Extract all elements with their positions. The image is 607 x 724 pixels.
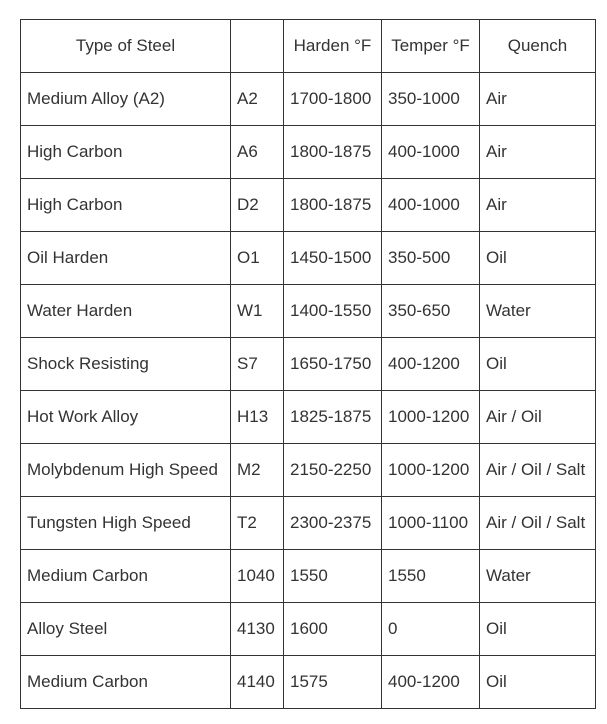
table-row xyxy=(21,497,596,550)
cell-code: M2 xyxy=(231,444,284,497)
cell-type: Tungsten High Speed xyxy=(21,497,231,550)
cell-code: O1 xyxy=(231,232,284,285)
cell-type: Medium Alloy (A2) xyxy=(21,73,231,126)
table-row xyxy=(21,73,596,126)
header-harden: Harden °F xyxy=(284,20,382,73)
cell-quench: Air / Oil / Salt xyxy=(480,497,596,550)
table-row xyxy=(21,338,596,391)
cell-temper: 400-1000 xyxy=(382,179,480,232)
cell-temper: 400-1000 xyxy=(382,126,480,179)
cell-quench: Oil xyxy=(480,656,596,709)
cell-harden: 1600 xyxy=(284,603,382,656)
cell-code: 4130 xyxy=(231,603,284,656)
cell-temper: 400-1200 xyxy=(382,338,480,391)
cell-harden: 1825-1875 xyxy=(284,391,382,444)
cell-code: H13 xyxy=(231,391,284,444)
table-row xyxy=(21,391,596,444)
table-row xyxy=(21,550,596,603)
cell-harden: 1800-1875 xyxy=(284,179,382,232)
cell-code: 4140 xyxy=(231,656,284,709)
cell-temper: 400-1200 xyxy=(382,656,480,709)
cell-harden: 1450-1500 xyxy=(284,232,382,285)
cell-temper: 1000-1200 xyxy=(382,444,480,497)
cell-quench: Water xyxy=(480,285,596,338)
cell-harden: 1700-1800 xyxy=(284,73,382,126)
cell-code: S7 xyxy=(231,338,284,391)
cell-quench: Air xyxy=(480,126,596,179)
cell-harden: 2300-2375 xyxy=(284,497,382,550)
cell-harden: 1550 xyxy=(284,550,382,603)
cell-type: Shock Resisting xyxy=(21,338,231,391)
cell-temper: 1000-1100 xyxy=(382,497,480,550)
cell-quench: Air / Oil / Salt xyxy=(480,444,596,497)
cell-type: Molybdenum High Speed xyxy=(21,444,231,497)
cell-code: 1040 xyxy=(231,550,284,603)
cell-quench: Oil xyxy=(480,232,596,285)
table-row xyxy=(21,232,596,285)
cell-type: Hot Work Alloy xyxy=(21,391,231,444)
table-row xyxy=(21,179,596,232)
cell-quench: Oil xyxy=(480,338,596,391)
header-quench: Quench xyxy=(480,20,596,73)
header-temper: Temper °F xyxy=(382,20,480,73)
table-row xyxy=(21,444,596,497)
cell-code: W1 xyxy=(231,285,284,338)
cell-quench: Air xyxy=(480,179,596,232)
cell-temper: 1000-1200 xyxy=(382,391,480,444)
cell-quench: Oil xyxy=(480,603,596,656)
table-row xyxy=(21,656,596,709)
cell-code: A6 xyxy=(231,126,284,179)
cell-temper: 350-500 xyxy=(382,232,480,285)
cell-code: T2 xyxy=(231,497,284,550)
cell-type: Water Harden xyxy=(21,285,231,338)
cell-type: Medium Carbon xyxy=(21,550,231,603)
cell-temper: 350-1000 xyxy=(382,73,480,126)
cell-quench: Air xyxy=(480,73,596,126)
table-header-row xyxy=(21,20,596,73)
cell-type: Alloy Steel xyxy=(21,603,231,656)
cell-harden: 2150-2250 xyxy=(284,444,382,497)
header-type-of-steel: Type of Steel xyxy=(21,20,231,73)
table-row xyxy=(21,285,596,338)
steel-heat-treatment-table xyxy=(20,19,596,709)
cell-temper: 350-650 xyxy=(382,285,480,338)
cell-harden: 1800-1875 xyxy=(284,126,382,179)
cell-type: High Carbon xyxy=(21,126,231,179)
header-code xyxy=(231,20,284,73)
cell-quench: Water xyxy=(480,550,596,603)
cell-type: High Carbon xyxy=(21,179,231,232)
cell-type: Oil Harden xyxy=(21,232,231,285)
cell-temper: 0 xyxy=(382,603,480,656)
cell-code: D2 xyxy=(231,179,284,232)
cell-harden: 1650-1750 xyxy=(284,338,382,391)
cell-type: Medium Carbon xyxy=(21,656,231,709)
cell-code: A2 xyxy=(231,73,284,126)
cell-temper: 1550 xyxy=(382,550,480,603)
cell-harden: 1400-1550 xyxy=(284,285,382,338)
cell-harden: 1575 xyxy=(284,656,382,709)
cell-quench: Air / Oil xyxy=(480,391,596,444)
table-body xyxy=(21,73,596,709)
table-row xyxy=(21,603,596,656)
table-row xyxy=(21,126,596,179)
